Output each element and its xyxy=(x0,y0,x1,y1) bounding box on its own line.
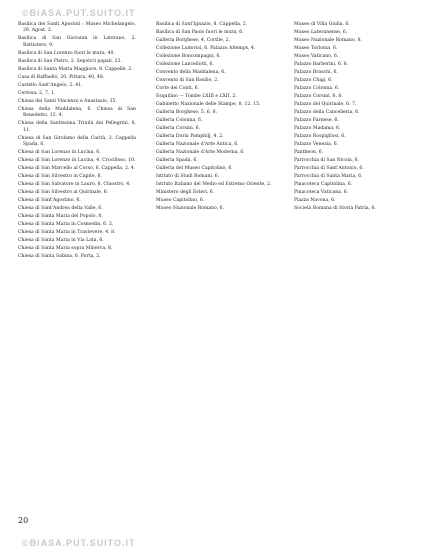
index-entry: Ministero degli Esteri, 6. xyxy=(156,190,215,195)
index-entry: Parrocchia di San Nicola, 6. xyxy=(294,158,360,163)
index-entry: Palazzo Corsini, 6. 8. xyxy=(294,94,343,99)
index-entry: Corte dei Conti, 6. xyxy=(156,86,199,91)
index-entry: Galleria Doria Pamphilj, 4. 2. xyxy=(156,134,224,139)
index-entry: Chiesa di San Girolamo della Carità, 2. Cappella Spada, 6. xyxy=(18,135,136,148)
index-entry: Chiesa di San Marcello al Corso, 6. Cappella, 2. 4. xyxy=(18,166,136,172)
index-entry: Pinacoteca Capitolina, 6. xyxy=(294,182,353,187)
index-entry: Galleria Borghese, 4. Cortile, 2. xyxy=(156,38,231,43)
index-entry: Museo Nazionale Romano, 6. xyxy=(156,206,225,211)
index-entry: Galleria Corsini, 6. xyxy=(156,126,200,131)
index-entry: Galleria Spada, 6. xyxy=(156,158,198,163)
index-entry: Basilica di San Giovanni in Laterano, 2. Battistero, 9. xyxy=(18,36,136,48)
index-entry: Basilica di San Paolo fuori le mura, 6. xyxy=(156,30,244,35)
index-entry: Museo Nazionale Romano, 8. xyxy=(294,38,363,43)
index-entry: Museo Lateranense, 6. xyxy=(294,30,348,35)
watermark-bottom: ©BiASA.PUT.SUITO.IT xyxy=(22,538,136,548)
index-entry: Basilica di Sant'Ignazio, 8. Cappella, 2. xyxy=(156,22,248,27)
index-entry: Galleria Colonna, 6. xyxy=(156,118,203,123)
index-entry: Parrocchia di Santa Maria, 6. xyxy=(294,174,363,179)
index-entry: Basilica di San Pietro, 2. Sepolcri papali, 23. xyxy=(18,58,122,64)
index-entry: Museo Torlonia, 6. xyxy=(294,46,338,51)
index-entry: Palazzo Colonna, 6. xyxy=(294,86,340,91)
index-entry: Chiesa di Santa Maria in Trastevere, 4. 8. xyxy=(18,230,116,236)
index-entry: Chiesa di Sant'Agostino, 6. xyxy=(18,198,81,204)
index-entry: Galleria del Museo Capitolino, 6. xyxy=(156,166,233,171)
index-column-1 xyxy=(18,22,136,262)
index-entry: Convento della Maddalena, 6. xyxy=(156,70,226,75)
index-entry: Chiesa di Sant'Andrea della Valle, 6. xyxy=(18,206,103,212)
index-entry: Collezione Boncompagni, 6. xyxy=(156,54,221,59)
index-entry: Palazzo Farnese, 6. xyxy=(294,118,339,123)
index-entry: Collezione Lancellotti, 6. xyxy=(156,62,214,67)
index-entry: Basilica dei Santi Apostoli : Museo Michelangelo, 29. Agost. 2. xyxy=(18,22,136,34)
index-entry: Convento di San Basilio, 2. xyxy=(156,78,219,83)
index-entry: Basilica di Santa Maria Maggiore, 8. Cappelle, 2. xyxy=(18,66,133,72)
index-entry: Museo Vaticano, 6. xyxy=(294,54,339,59)
index-entry: Museo di Villa Giulia, 6. xyxy=(294,22,350,27)
index-entry: Chiesa di San Silvestro in Capite, 8. xyxy=(18,174,102,180)
index-entry: Chiesa di Santa Maria del Popolo, 8. xyxy=(18,214,103,220)
index-entry: Società Romana di Storia Patria, 6. xyxy=(294,206,376,211)
index-entry: Esquilino — Tombe LXIII e LXII, 2. xyxy=(156,94,237,99)
index-entry: Casa di Raffaello, 20. Pittura, 40, 48. xyxy=(18,74,105,80)
index-entry: Palazzo Braschi, 6. xyxy=(294,70,338,75)
index-entry: Chiesa di San Lorenzo in Lucina, 4. Crocifisso, 10. xyxy=(18,158,136,164)
index-entry: Galleria Nazionale d'Arte Antica, 6. xyxy=(156,142,239,147)
index-entry: Parrocchia di Sant'Antonio, 6. xyxy=(294,166,364,171)
index-entry: Piazza Navona, 6. xyxy=(294,198,336,203)
index-entry: Chiesa di Santa Sabina, 6. Porta, 2. xyxy=(18,254,101,260)
index-entry: Palazzo Venezia, 6. xyxy=(294,142,339,147)
watermark-top: ©BiASA.PUT.SUITO.IT xyxy=(22,8,136,18)
index-entry: Certosa: 2, 7, 1. xyxy=(18,90,56,96)
index-entry: Palazzo del Quirinale, 6. 7. xyxy=(294,102,357,107)
index-entry: Palazzo Madama, 6. xyxy=(294,126,341,131)
index-entry: Pinacoteca Vaticana, 6. xyxy=(294,190,349,195)
page-number: 20 xyxy=(18,516,29,525)
index-column-3 xyxy=(294,22,412,214)
index-entry: Collezione Ludovisi, 6. Palazzo Altemps, 4. xyxy=(156,46,256,51)
index-entry: Chiesa di Santa Maria in Via Lata, 6. xyxy=(18,238,104,244)
index-column-2 xyxy=(156,22,274,214)
index-entry: Chiesa dei Santi Vincenzo e Anastasio, 35. xyxy=(18,98,117,104)
index-entry: Gabinetto Nazionale delle Stampe, 8. 12. 15. xyxy=(156,102,261,107)
index-entry: Chiesa di San Silvestro al Quirinale, 6. xyxy=(18,190,109,196)
index-entry: Istituto Italiano del Medio ed Estremo Oriente, 2. xyxy=(156,182,272,187)
index-entry: Basilica di San Lorenzo fuori le mura, 40. xyxy=(18,50,115,56)
index-entry: Palazzo Rospigliosi, 6. xyxy=(294,134,346,139)
index-entry: Galleria Borghese, 5. 6. 8. xyxy=(156,110,217,115)
index-entry: Palazzo Barberini, 6. 8. xyxy=(294,62,349,67)
index-entry: Palazzo della Cancelleria, 6. xyxy=(294,110,360,115)
index-entry: Museo Capitolino, 6. xyxy=(156,198,205,203)
index-entry: Chiesa di San Lorenzo in Lucina, 6. xyxy=(18,150,101,156)
index-entry: Palazzo Chigi, 6. xyxy=(294,78,333,83)
index-entry: Pantheon, 6. xyxy=(294,150,324,155)
index-entry: Chiesa di San Salvatore in Lauro, 8. Chiostro, 4. xyxy=(18,182,131,188)
index-entry: Chiesa della Santissima Trinità dei Pellegrini, 8, 11. xyxy=(18,121,136,133)
index-entry: Castello Sant'Angelo, 2. 41. xyxy=(18,82,83,88)
index-entry: Galleria Nazionale d'Arte Moderna, 6. xyxy=(156,150,245,155)
index-entry: Chiesa della Maddalena, 6. Chiesa di San Benedetto, 12. 4. xyxy=(18,106,136,119)
index-entry: Chiesa di Santa Maria in Cosmedin, 6. 2. xyxy=(18,222,114,228)
index-entry: Istituto di Studi Romani, 6. xyxy=(156,174,220,179)
index-entry: Chiesa di Santa Maria sopra Minerva, 8. xyxy=(18,246,113,252)
